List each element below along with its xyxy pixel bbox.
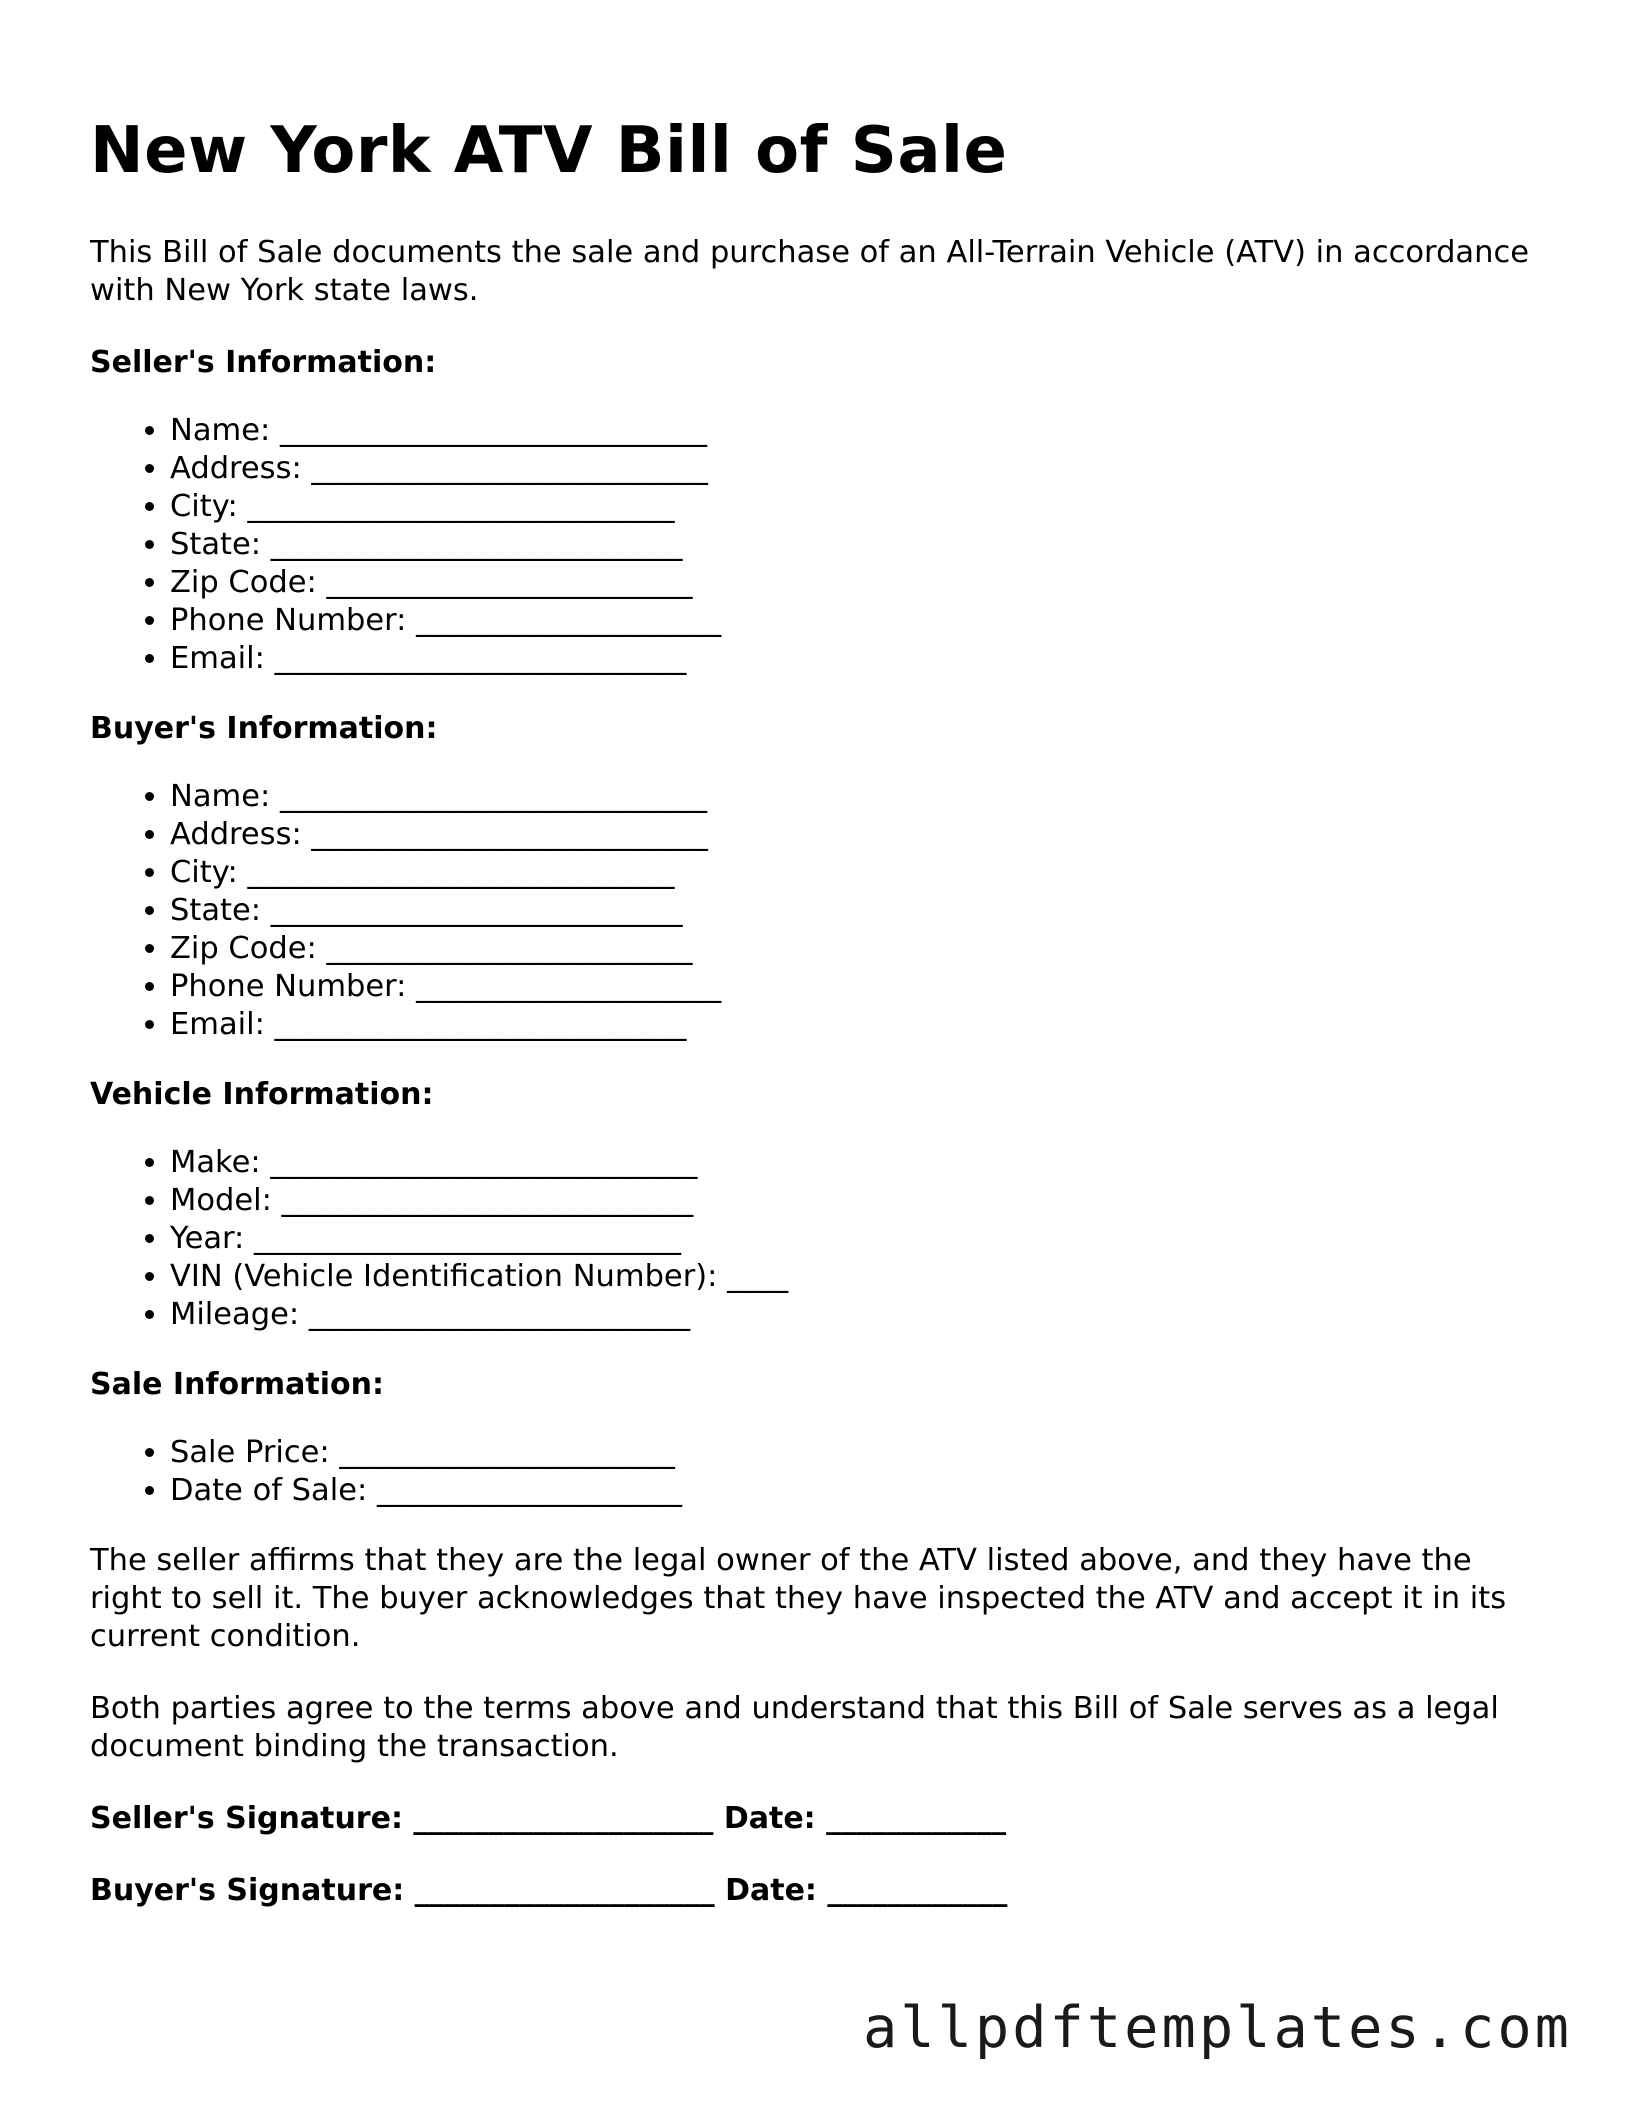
agreement-paragraph: Both parties agree to the terms above and understand that this Bill of Sale serves as a legal document binding the transaction. <box>90 1691 1499 1764</box>
buyer-city-field[interactable]: • City: ____________________________ <box>170 854 1550 892</box>
buyer-signature-line[interactable]: Buyer's Signature: ____________________ Date: ____________ <box>90 1873 1008 1908</box>
seller-state-field[interactable]: • State: ___________________________ <box>170 526 1550 564</box>
buyer-name-field[interactable]: • Name: ____________________________ <box>170 778 1550 816</box>
vehicle-section-heading: Vehicle Information: <box>90 1077 434 1112</box>
vehicle-year-field[interactable]: • Year: ____________________________ <box>170 1220 1550 1258</box>
vehicle-vin-field[interactable]: • VIN (Vehicle Identification Number): ____ <box>170 1258 1550 1296</box>
vehicle-model-field[interactable]: • Model: ___________________________ <box>170 1182 1550 1220</box>
seller-name-field[interactable]: • Name: ____________________________ <box>170 412 1550 450</box>
sale-field-list <box>90 1434 1550 1510</box>
document-title: New York ATV Bill of Sale <box>90 114 1008 188</box>
watermark-text: allpdftemplates.com <box>862 1995 1572 2061</box>
vehicle-mileage-field[interactable]: • Mileage: _________________________ <box>170 1296 1550 1334</box>
affirmation-paragraph: The seller affirms that they are the legal owner of the ATV listed above, and they have the right to sell it. The buyer acknowledges that they have inspected the ATV and accept it in its current condition. <box>90 1543 1507 1654</box>
buyer-phone-field[interactable]: • Phone Number: ____________________ <box>170 968 1550 1006</box>
seller-city-field[interactable]: • City: ____________________________ <box>170 488 1550 526</box>
document-page <box>90 110 1550 1944</box>
seller-field-list <box>90 412 1550 678</box>
sale-section-heading: Sale Information: <box>90 1367 384 1402</box>
seller-email-field[interactable]: • Email: ___________________________ <box>170 640 1550 678</box>
sale-price-field[interactable]: • Sale Price: ______________________ <box>170 1434 1550 1472</box>
seller-zip-field[interactable]: • Zip Code: ________________________ <box>170 564 1550 602</box>
buyer-section-heading: Buyer's Information: <box>90 711 438 746</box>
buyer-state-field[interactable]: • State: ___________________________ <box>170 892 1550 930</box>
buyer-address-field[interactable]: • Address: __________________________ <box>170 816 1550 854</box>
vehicle-make-field[interactable]: • Make: ____________________________ <box>170 1144 1550 1182</box>
buyer-email-field[interactable]: • Email: ___________________________ <box>170 1006 1550 1044</box>
seller-signature-line[interactable]: Seller's Signature: ____________________ Date: ____________ <box>90 1801 1007 1836</box>
vehicle-field-list <box>90 1144 1550 1334</box>
buyer-zip-field[interactable]: • Zip Code: ________________________ <box>170 930 1550 968</box>
intro-paragraph: This Bill of Sale documents the sale and purchase of an All-Terrain Vehicle (ATV) in accordance with New York state laws. <box>90 235 1529 308</box>
seller-section-heading: Seller's Information: <box>90 345 437 380</box>
seller-phone-field[interactable]: • Phone Number: ____________________ <box>170 602 1550 640</box>
sale-date-field[interactable]: • Date of Sale: ____________________ <box>170 1472 1550 1510</box>
buyer-field-list <box>90 778 1550 1044</box>
seller-address-field[interactable]: • Address: __________________________ <box>170 450 1550 488</box>
